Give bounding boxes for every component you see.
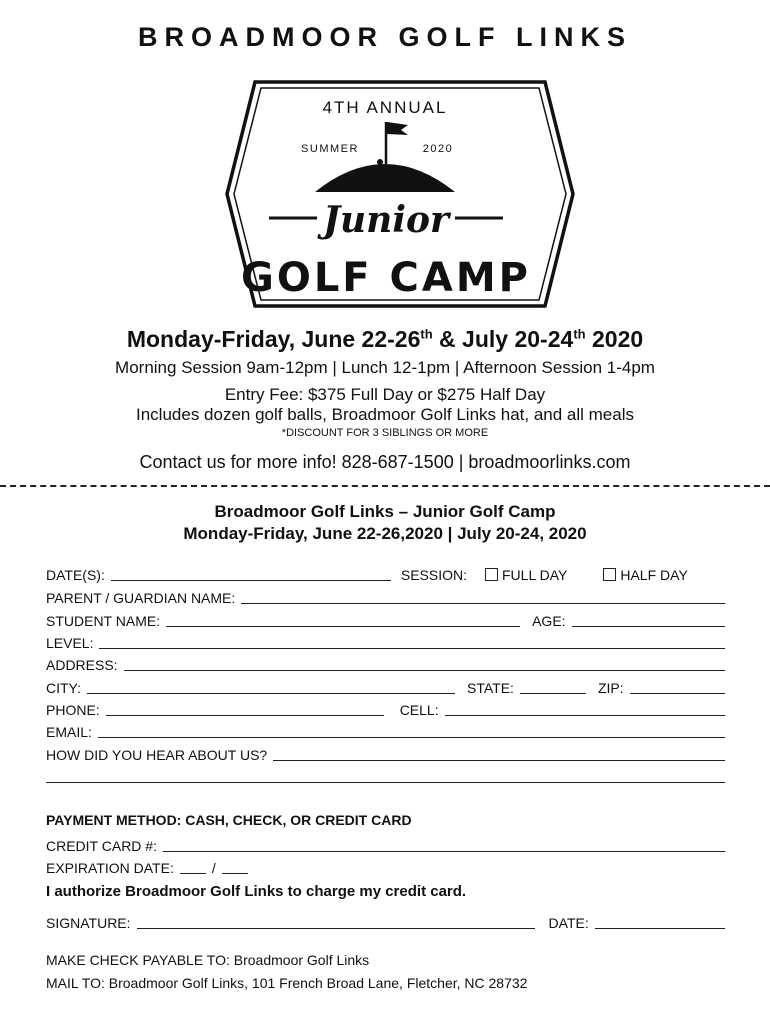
payment-method-heading: PAYMENT METHOD: CASH, CHECK, OR CREDIT CARD bbox=[46, 812, 412, 828]
dates-session-row bbox=[46, 565, 725, 583]
credit-card-label: CREDIT CARD #: bbox=[46, 838, 157, 854]
zip-label: ZIP: bbox=[597, 680, 624, 696]
email-row bbox=[46, 722, 725, 740]
expiration-month-field[interactable] bbox=[180, 859, 206, 874]
logo-summer-text: SUMMER bbox=[301, 143, 359, 155]
authorize-statement: I authorize Broadmoor Golf Links to charge my credit card. bbox=[46, 883, 467, 900]
city-row bbox=[46, 678, 725, 696]
cell-label: CELL: bbox=[399, 702, 439, 718]
dates-part3: 2020 bbox=[585, 326, 644, 352]
full-day-checkbox[interactable] bbox=[485, 568, 498, 581]
dates-sup2: th bbox=[573, 326, 586, 342]
credit-card-row bbox=[46, 836, 725, 854]
dates-sup1: th bbox=[420, 326, 433, 342]
logo-camp-text: GOLF CAMP bbox=[240, 255, 532, 301]
session-label: SESSION: bbox=[400, 567, 467, 583]
phone-label: PHONE: bbox=[46, 702, 100, 718]
camp-logo bbox=[225, 78, 575, 310]
parent-name-field[interactable] bbox=[241, 589, 725, 604]
golf-flag-icon bbox=[377, 122, 408, 165]
logo-junior-text: Junior bbox=[322, 199, 450, 241]
full-day-label: FULL DAY bbox=[502, 567, 568, 583]
phone-row bbox=[46, 700, 725, 718]
phone-field[interactable] bbox=[106, 701, 384, 716]
level-label: LEVEL: bbox=[46, 635, 94, 651]
logo-annual-text: 4TH ANNUAL bbox=[322, 98, 448, 117]
session-times: Morning Session 9am-12pm | Lunch 12-1pm | Afternoon Session 1-4pm bbox=[115, 358, 655, 377]
discount-note: *DISCOUNT FOR 3 SIBLINGS OR MORE bbox=[281, 427, 489, 439]
contact-info: Contact us for more info! 828-687-1500 | broadmoorlinks.com bbox=[139, 452, 631, 472]
dates-field[interactable] bbox=[111, 566, 391, 581]
page-title: BROADMOOR GOLF LINKS bbox=[138, 22, 632, 52]
address-row bbox=[46, 655, 725, 673]
half-day-checkbox[interactable] bbox=[603, 568, 616, 581]
state-label: STATE: bbox=[467, 680, 514, 696]
camp-dates-heading bbox=[0, 326, 770, 353]
zip-field[interactable] bbox=[630, 679, 725, 694]
hear-row bbox=[46, 745, 725, 763]
includes-text: Includes dozen golf balls, Broadmoor Golf Links hat, and all meals bbox=[136, 405, 634, 424]
expiration-row bbox=[46, 858, 725, 876]
student-label: STUDENT NAME: bbox=[46, 613, 161, 629]
mail-to-text: MAIL TO: Broadmoor Golf Links, 101 French Broad Lane, Fletcher, NC 28732 bbox=[46, 975, 528, 991]
date-label: DATE: bbox=[548, 915, 589, 931]
signature-date-field[interactable] bbox=[595, 914, 725, 929]
expiration-year-field[interactable] bbox=[222, 859, 248, 874]
city-field[interactable] bbox=[87, 679, 455, 694]
student-row bbox=[46, 611, 725, 629]
hear-extra-line[interactable] bbox=[46, 782, 725, 783]
age-label: AGE: bbox=[532, 613, 566, 629]
cut-line-divider bbox=[0, 485, 770, 487]
dates-part1: Monday-Friday, June 22-26 bbox=[126, 326, 421, 352]
level-row bbox=[46, 633, 725, 651]
level-field[interactable] bbox=[99, 634, 725, 649]
form-title: Broadmoor Golf Links – Junior Golf Camp bbox=[214, 502, 556, 521]
hear-field[interactable] bbox=[273, 746, 725, 761]
signature-row bbox=[46, 913, 725, 931]
form-dates: Monday-Friday, June 22-26,2020 | July 20-24, 2020 bbox=[183, 524, 587, 543]
entry-fee: Entry Fee: $375 Full Day or $275 Half Day bbox=[224, 385, 546, 404]
dates-label: DATE(S): bbox=[46, 567, 105, 583]
full-day-option[interactable] bbox=[485, 567, 567, 583]
expiration-separator: / bbox=[211, 860, 216, 876]
email-label: EMAIL: bbox=[46, 724, 92, 740]
signature-field[interactable] bbox=[137, 914, 535, 929]
address-label: ADDRESS: bbox=[46, 657, 118, 673]
parent-label: PARENT / GUARDIAN NAME: bbox=[46, 590, 236, 606]
signature-label: SIGNATURE: bbox=[46, 915, 131, 931]
state-field[interactable] bbox=[520, 679, 586, 694]
address-field[interactable] bbox=[124, 656, 725, 671]
cell-field[interactable] bbox=[445, 701, 725, 716]
dates-part2: & July 20-24 bbox=[432, 326, 574, 352]
credit-card-field[interactable] bbox=[163, 837, 725, 852]
half-day-option[interactable] bbox=[603, 567, 687, 583]
age-field[interactable] bbox=[572, 612, 725, 627]
parent-row bbox=[46, 588, 725, 606]
check-payable-text: MAKE CHECK PAYABLE TO: Broadmoor Golf Links bbox=[46, 952, 370, 968]
email-field[interactable] bbox=[98, 723, 725, 738]
golf-green-hill bbox=[315, 164, 455, 192]
hear-label: HOW DID YOU HEAR ABOUT US? bbox=[46, 747, 268, 763]
student-name-field[interactable] bbox=[166, 612, 520, 627]
half-day-label: HALF DAY bbox=[620, 567, 688, 583]
city-label: CITY: bbox=[46, 680, 82, 696]
logo-year-text: 2020 bbox=[422, 143, 454, 155]
expiration-label: EXPIRATION DATE: bbox=[46, 860, 174, 876]
